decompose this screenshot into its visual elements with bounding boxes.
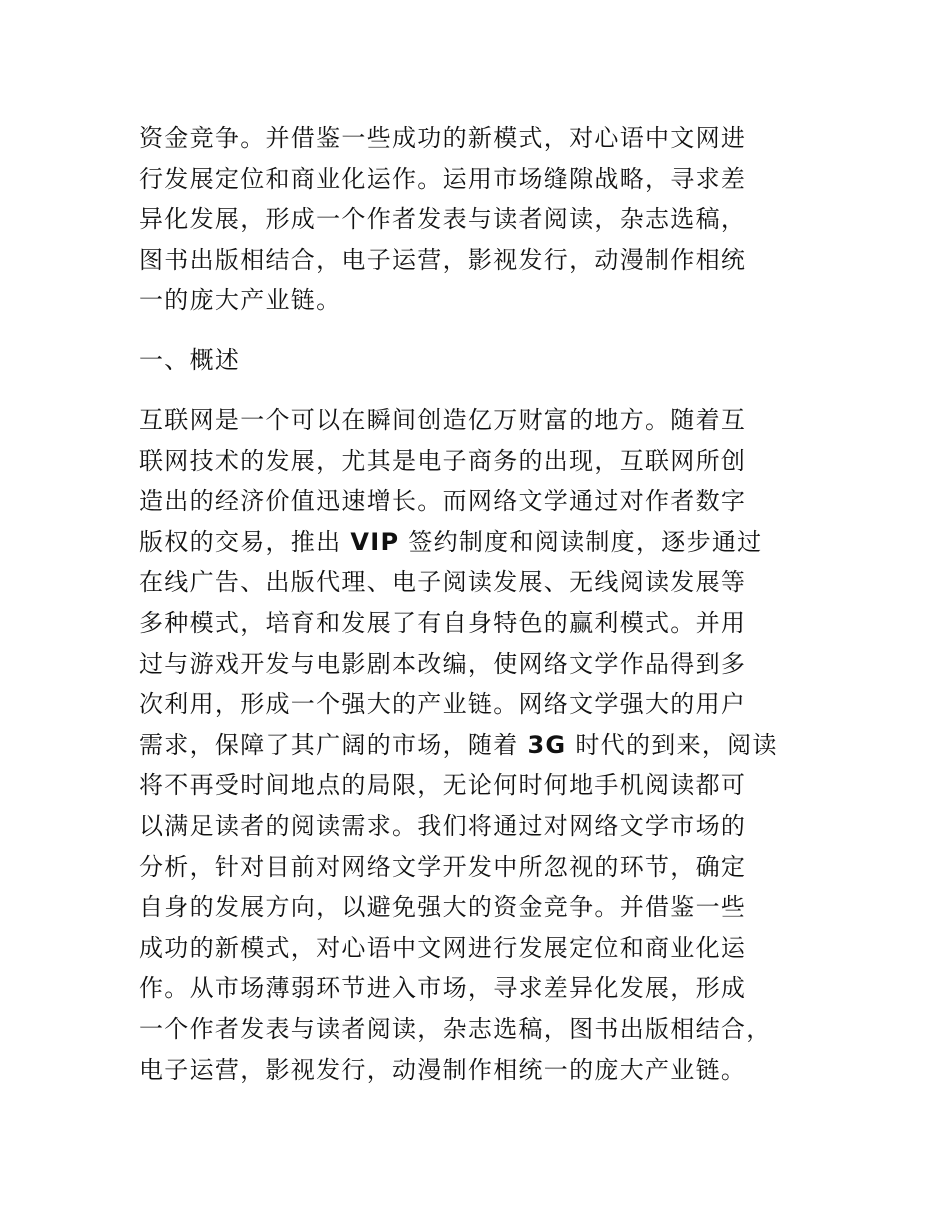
section-heading: 一、概述 (139, 346, 241, 374)
section-heading-block (139, 340, 819, 381)
paragraph-line: 图书出版相结合，电子运营，影视发行，动漫制作相统 (139, 245, 747, 274)
paragraph-line: 在线广告、出版代理、电子阅读发展、无线阅读发展等 (139, 568, 747, 597)
paragraph-line: 自身的发展方向，以避免强大的资金竞争。并借鉴一些 (139, 893, 747, 922)
paragraph-line (139, 725, 819, 766)
paragraph-line: 多种模式，培育和发展了有自身特色的赢利模式。并用 (139, 608, 747, 637)
line-text: 签约制度和阅读制度，逐步通过 (408, 527, 763, 556)
paragraph-line: 一的庞大产业链。 (139, 286, 342, 315)
bold-term-3g: 3G (527, 730, 567, 759)
paragraph-line (139, 522, 819, 563)
paragraph-line: 电子运营，影视发行，动漫制作相统一的庞大产业链。 (139, 1055, 747, 1084)
paragraph-line: 联网技术的发展，尤其是电子商务的出现，互联网所创 (139, 446, 747, 475)
paragraph-line: 行发展定位和商业化运作。运用市场缝隙战略，寻求差 (139, 164, 747, 193)
paragraph-line: 资金竞争。并借鉴一些成功的新模式，对心语中文网进 (139, 124, 747, 152)
paragraph-line: 一个作者发表与读者阅读，杂志选稿，图书出版相结合， (139, 1014, 772, 1043)
paragraph-line: 造出的经济价值迅速增长。而网络文学通过对作者数字 (139, 487, 747, 516)
overview-paragraph (139, 400, 819, 1090)
paragraph-line: 互联网是一个可以在瞬间创造亿万财富的地方。随着互 (139, 406, 747, 434)
bold-term-vip: VIP (350, 527, 400, 556)
line-text: 版权的交易，推出 (139, 527, 342, 556)
paragraph-line: 过与游戏开发与电影剧本改编，使网络文学作品得到多 (139, 649, 747, 678)
paragraph-line: 异化发展，形成一个作者发表与读者阅读，杂志选稿， (139, 205, 747, 234)
line-text: 时代的到来，阅读 (575, 730, 778, 759)
paragraph-line: 作。从市场薄弱环节进入市场，寻求差异化发展，形成 (139, 974, 747, 1003)
paragraph-line: 次利用，形成一个强大的产业链。网络文学强大的用户 (139, 690, 747, 719)
paragraph-line: 将不再受时间地点的局限，无论何时何地手机阅读都可 (139, 771, 747, 800)
paragraph-line: 成功的新模式，对心语中文网进行发展定位和商业化运 (139, 933, 747, 962)
paragraph-continuation (139, 118, 819, 321)
paragraph-line: 以满足读者的阅读需求。我们将通过对网络文学市场的 (139, 811, 747, 840)
paragraph-line: 分析，针对目前对网络文学开发中所忽视的环节，确定 (139, 852, 747, 881)
line-text: 需求，保障了其广阔的市场，随着 (139, 730, 519, 759)
